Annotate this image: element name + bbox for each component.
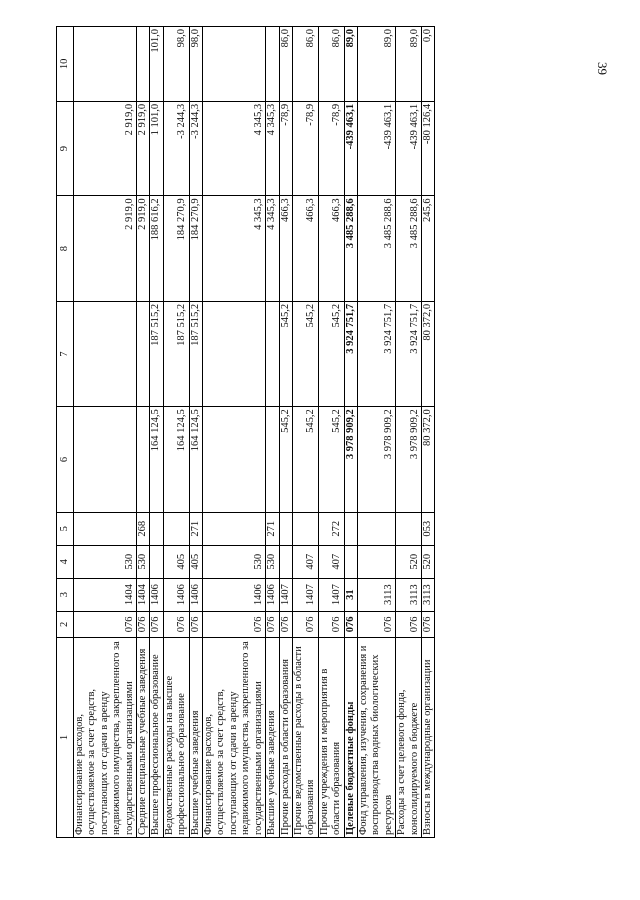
cell-c7: 545,2: [292, 301, 318, 406]
cell-c6: [266, 407, 279, 512]
cell-c8: 3 485 288,6: [357, 196, 395, 301]
cell-c8: 3 485 288,6: [396, 196, 422, 301]
cell-c2: 076: [292, 611, 318, 637]
cell-c7: [74, 301, 137, 406]
table-row: [137, 27, 150, 838]
cell-c8: 184 270,9: [189, 196, 202, 301]
cell-c7: 187 515,2: [163, 301, 189, 406]
cell-c9: 4 345,3: [266, 101, 279, 196]
table-row: [189, 27, 202, 838]
cell-c4: 530: [203, 545, 266, 578]
cell-c7: [203, 301, 266, 406]
cell-c7: 545,2: [279, 301, 292, 406]
cell-c8: 4 345,3: [203, 196, 266, 301]
cell-c4: 405: [189, 545, 202, 578]
cell-c3: 1407: [318, 578, 344, 611]
cell-c8: 3 485 288,6: [344, 196, 357, 301]
table-row: [203, 27, 266, 838]
cell-c5: 053: [421, 512, 434, 545]
cell-c4: 520: [396, 545, 422, 578]
cell-c5: 268: [137, 512, 150, 545]
row-name: Ведомственные расходы на высшее профессиональное образование: [163, 638, 189, 838]
cell-c4: [344, 545, 357, 578]
row-name: Финансирование расходов, осуществляемое за счет средств, поступающих от сдачи в аренду недвижимого имущества, закрепленного за государственными организациями: [74, 638, 137, 838]
cell-c2: 076: [150, 611, 163, 637]
cell-c5: [279, 512, 292, 545]
row-name: Высшее профессиональное образование: [150, 638, 163, 838]
cell-c7: 187 515,2: [189, 301, 202, 406]
cell-c2: 076: [74, 611, 137, 637]
row-name: Целевые бюджетные фонды: [344, 638, 357, 838]
cell-c10: 0,0: [421, 27, 434, 102]
row-name: Фонд управления, изучения, сохранения и воспроизводства водных биологических ресурсов: [357, 638, 395, 838]
cell-c10: 101,0: [150, 27, 163, 102]
cell-c9: -78,9: [318, 101, 344, 196]
cell-c5: [74, 512, 137, 545]
cell-c4: [150, 545, 163, 578]
cell-c2: 076: [203, 611, 266, 637]
cell-c3: 3113: [396, 578, 422, 611]
column-header: 5: [57, 512, 74, 545]
cell-c4: [279, 545, 292, 578]
cell-c5: 271: [266, 512, 279, 545]
cell-c2: 076: [357, 611, 395, 637]
cell-c5: 272: [318, 512, 344, 545]
cell-c5: [163, 512, 189, 545]
cell-c9: 2 919,0: [137, 101, 150, 196]
cell-c5: [396, 512, 422, 545]
cell-c6: 3 978 909,2: [396, 407, 422, 512]
cell-c3: 1406: [189, 578, 202, 611]
cell-c3: 1407: [292, 578, 318, 611]
cell-c9: 1 101,0: [150, 101, 163, 196]
cell-c7: 545,2: [318, 301, 344, 406]
cell-c5: [150, 512, 163, 545]
cell-c2: 076: [137, 611, 150, 637]
column-header: 7: [57, 301, 74, 406]
cell-c2: 076: [163, 611, 189, 637]
cell-c6: 164 124,5: [150, 407, 163, 512]
table-body: [74, 27, 435, 838]
cell-c3: 1404: [74, 578, 137, 611]
column-header: 8: [57, 196, 74, 301]
table-row: [396, 27, 422, 838]
cell-c2: 076: [279, 611, 292, 637]
cell-c6: 545,2: [292, 407, 318, 512]
cell-c8: 188 616,2: [150, 196, 163, 301]
cell-c2: 076: [396, 611, 422, 637]
cell-c9: -78,9: [292, 101, 318, 196]
cell-c6: 164 124,5: [163, 407, 189, 512]
cell-c7: [266, 301, 279, 406]
table-row: [266, 27, 279, 838]
column-header: 3: [57, 578, 74, 611]
cell-c9: -3 244,3: [189, 101, 202, 196]
cell-c8: 2 919,0: [74, 196, 137, 301]
cell-c6: [74, 407, 137, 512]
cell-c7: 80 372,0: [421, 301, 434, 406]
cell-c6: 545,2: [279, 407, 292, 512]
cell-c10: 86,0: [292, 27, 318, 102]
cell-c3: 31: [344, 578, 357, 611]
cell-c4: 530: [74, 545, 137, 578]
row-name: Прочие ведомственные расходы в области образования: [292, 638, 318, 838]
table-row: [357, 27, 395, 838]
cell-c2: 076: [266, 611, 279, 637]
row-name: Высшие учебные заведения: [189, 638, 202, 838]
cell-c6: 80 372,0: [421, 407, 434, 512]
cell-c4: 407: [292, 545, 318, 578]
cell-c6: [137, 407, 150, 512]
cell-c2: 076: [421, 611, 434, 637]
cell-c7: 3 924 751,7: [344, 301, 357, 406]
cell-c3: 3113: [357, 578, 395, 611]
cell-c10: 86,0: [318, 27, 344, 102]
cell-c5: [203, 512, 266, 545]
cell-c7: 187 515,2: [150, 301, 163, 406]
column-header: 1: [57, 638, 74, 838]
cell-c6: 164 124,5: [189, 407, 202, 512]
header-row: [57, 27, 74, 838]
cell-c3: 3113: [421, 578, 434, 611]
column-header: 10: [57, 27, 74, 102]
row-name: Прочие учреждения и мероприятия в области образования: [318, 638, 344, 838]
cell-c4: [357, 545, 395, 578]
cell-c9: -3 244,3: [163, 101, 189, 196]
cell-c10: [266, 27, 279, 102]
table-row: [292, 27, 318, 838]
cell-c5: [344, 512, 357, 545]
cell-c9: 2 919,0: [74, 101, 137, 196]
cell-c9: -78,9: [279, 101, 292, 196]
cell-c6: [203, 407, 266, 512]
cell-c5: [357, 512, 395, 545]
table-row: [318, 27, 344, 838]
cell-c3: 1406: [150, 578, 163, 611]
cell-c7: 3 924 751,7: [396, 301, 422, 406]
rotated-table-container: [56, 26, 620, 838]
cell-c3: 1406: [266, 578, 279, 611]
cell-c3: 1406: [163, 578, 189, 611]
row-name: Средние специальные учебные заведения: [137, 638, 150, 838]
row-name: Высшие учебные заведения: [266, 638, 279, 838]
cell-c10: [74, 27, 137, 102]
cell-c2: 076: [189, 611, 202, 637]
table-row: [74, 27, 137, 838]
table-row: [279, 27, 292, 838]
row-name: Финансирование расходов, осуществляемое за счет средств, поступающих от сдачи в аренду недвижимого имущества, закрепленного за государственными организациями: [203, 638, 266, 838]
cell-c10: 86,0: [279, 27, 292, 102]
cell-c2: 076: [318, 611, 344, 637]
table-row: [150, 27, 163, 838]
cell-c5: [292, 512, 318, 545]
cell-c10: 89,0: [357, 27, 395, 102]
cell-c10: 98,0: [189, 27, 202, 102]
table-row: [421, 27, 434, 838]
cell-c3: 1404: [137, 578, 150, 611]
cell-c4: 407: [318, 545, 344, 578]
cell-c8: 184 270,9: [163, 196, 189, 301]
cell-c8: 4 345,3: [266, 196, 279, 301]
page-number: 39: [595, 62, 610, 75]
cell-c8: 466,3: [318, 196, 344, 301]
cell-c3: 1407: [279, 578, 292, 611]
cell-c6: 545,2: [318, 407, 344, 512]
cell-c9: -439 463,1: [396, 101, 422, 196]
cell-c8: 2 919,0: [137, 196, 150, 301]
cell-c10: 89,0: [396, 27, 422, 102]
column-header: 9: [57, 101, 74, 196]
cell-c10: [137, 27, 150, 102]
cell-c7: [137, 301, 150, 406]
table-row: [163, 27, 189, 838]
cell-c4: 520: [421, 545, 434, 578]
cell-c3: 1406: [203, 578, 266, 611]
cell-c6: 3 978 909,2: [357, 407, 395, 512]
column-header: 6: [57, 407, 74, 512]
table-row: [344, 27, 357, 838]
cell-c7: 3 924 751,7: [357, 301, 395, 406]
cell-c4: 530: [266, 545, 279, 578]
cell-c8: 466,3: [292, 196, 318, 301]
cell-c10: [203, 27, 266, 102]
cell-c9: -80 126,4: [421, 101, 434, 196]
column-header: 4: [57, 545, 74, 578]
cell-c9: 4 345,3: [203, 101, 266, 196]
budget-table: [56, 26, 435, 838]
cell-c5: 271: [189, 512, 202, 545]
cell-c10: 89,0: [344, 27, 357, 102]
cell-c6: 3 978 909,2: [344, 407, 357, 512]
column-header: 2: [57, 611, 74, 637]
cell-c8: 466,3: [279, 196, 292, 301]
row-name: Расходы за счет целевого фонда, консолидируемого в бюджете: [396, 638, 422, 838]
row-name: Прочие расходы в области образования: [279, 638, 292, 838]
cell-c9: -439 463,1: [344, 101, 357, 196]
row-name: Взносы в международные организации: [421, 638, 434, 838]
cell-c4: 530: [137, 545, 150, 578]
cell-c8: 245,6: [421, 196, 434, 301]
cell-c4: 405: [163, 545, 189, 578]
cell-c9: -439 463,1: [357, 101, 395, 196]
cell-c10: 98,0: [163, 27, 189, 102]
cell-c2: 076: [344, 611, 357, 637]
